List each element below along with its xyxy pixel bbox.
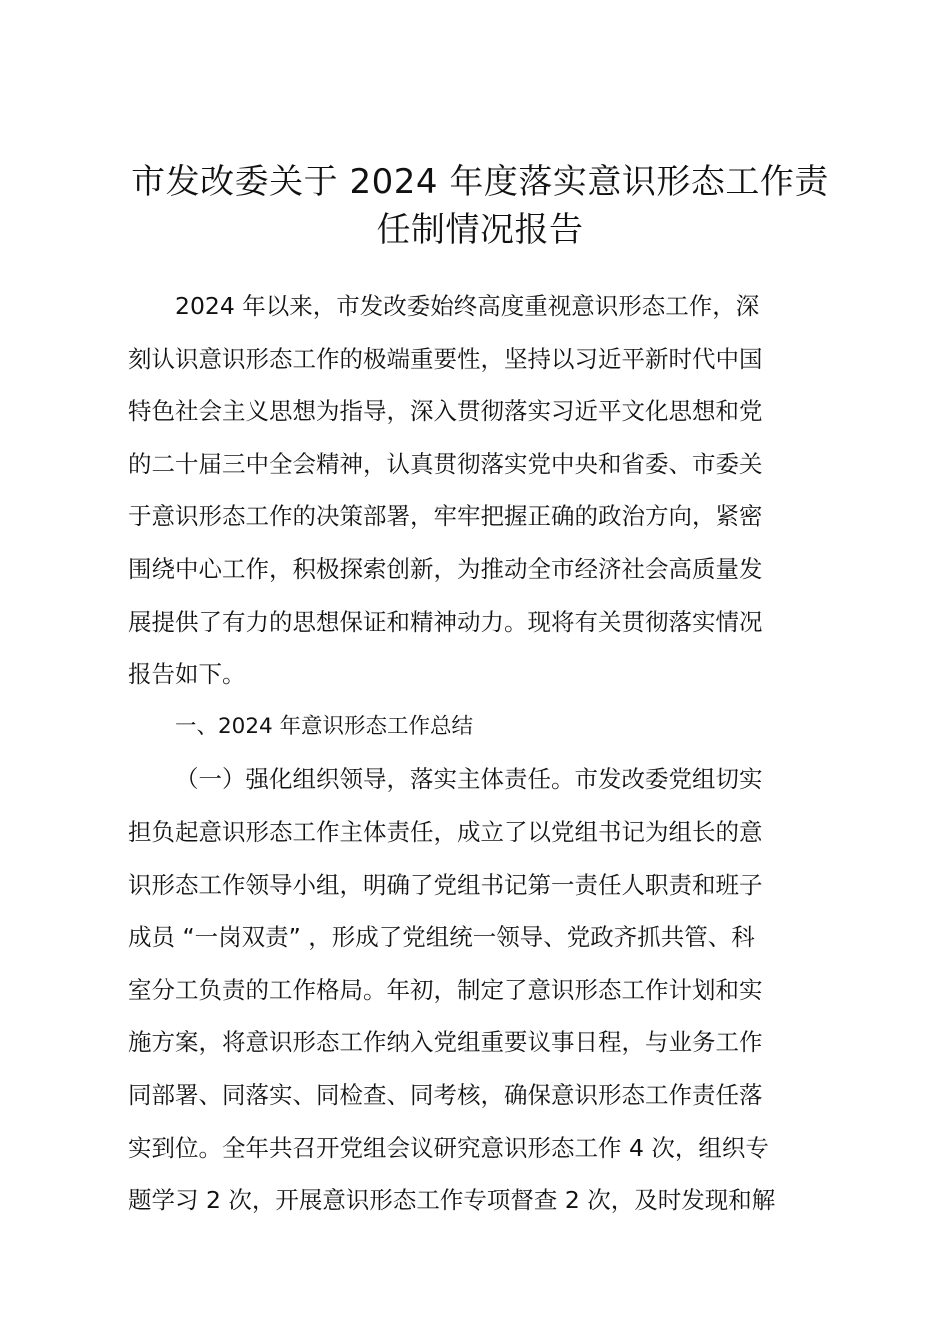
paragraph-line: 成员 “一岗双责” ，形成了党组统一领导、党政齐抓共管、科 <box>128 923 755 952</box>
paragraph-line: 特色社会主义思想为指导，深入贯彻落实习近平文化思想和党 <box>128 397 763 426</box>
document-title <box>120 158 840 254</box>
paragraph-line: 施方案，将意识形态工作纳入党组重要议事日程，与业务工作 <box>128 1028 763 1057</box>
paragraph-line: 展提供了有力的思想保证和精神动力。现将有关贯彻落实情况 <box>128 607 763 636</box>
paragraph-line: 同部署、同落实、同检查、同考核，确保意识形态工作责任落 <box>128 1080 763 1109</box>
title-line: 市发改委关于 2024 年度落实意识形态工作责 <box>131 162 829 202</box>
paragraph-line: 实到位。全年共召开党组会议研究意识形态工作 4 次，组织专 <box>128 1133 769 1162</box>
paragraph-line: 识形态工作领导小组，明确了党组书记第一责任人职责和班子 <box>128 870 763 899</box>
paragraph-line: 担负起意识形态工作主体责任，成立了以党组书记为组长的意 <box>128 817 763 846</box>
section-heading: 一、2024 年意识形态工作总结 <box>175 713 474 739</box>
intro-paragraph <box>128 280 838 701</box>
paragraph-line: 室分工负责的工作格局。年初，制定了意识形态工作计划和实 <box>128 975 763 1004</box>
paragraph-line: 报告如下。 <box>128 660 246 689</box>
document-body <box>128 280 838 1227</box>
paragraph-line: （一）强化组织领导，落实主体责任。市发改委党组切实 <box>175 765 763 794</box>
paragraph-line: 于意识形态工作的决策部署，牢牢把握正确的政治方向，紧密 <box>128 502 763 531</box>
section1-paragraph <box>128 753 838 1226</box>
paragraph-line: 的二十届三中全会精神，认真贯彻落实党中央和省委、市委关 <box>128 449 763 478</box>
paragraph-line: 围绕中心工作，积极探索创新，为推动全市经济社会高质量发 <box>128 554 763 583</box>
paragraph-line: 刻认识意识形态工作的极端重要性，坚持以习近平新时代中国 <box>128 344 763 373</box>
paragraph-line: 2024 年以来，市发改委始终高度重视意识形态工作，深 <box>175 292 760 320</box>
paragraph-line: 题学习 2 次，开展意识形态工作专项督查 2 次，及时发现和解 <box>128 1186 776 1215</box>
title-line: 任制情况报告 <box>376 210 584 250</box>
